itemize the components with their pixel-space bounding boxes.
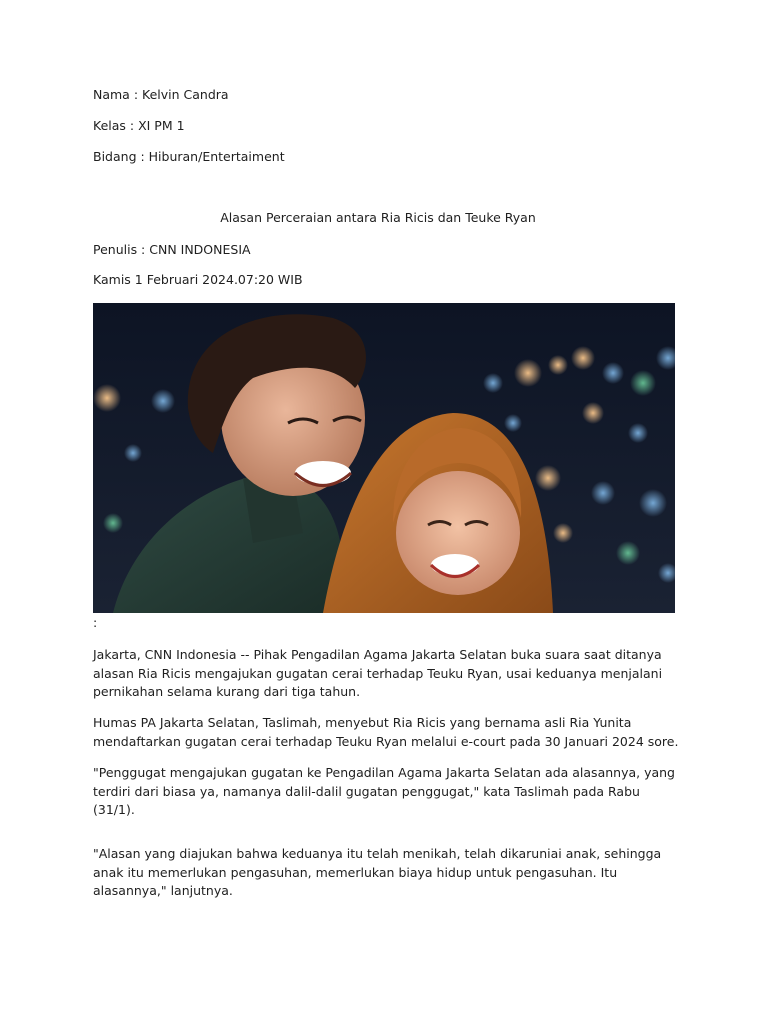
article-photo (93, 303, 675, 613)
paragraph-4: "Alasan yang diajukan bahwa keduanya itu telah menikah, telah dikaruniai anak, sehingga anak itu memerlukan pengasuhan, memerlukan biaya hidup untuk pengasuhan. Itu alasannya," lanjutnya. (93, 846, 662, 898)
article-date: Kamis 1 Februari 2024.07:20 WIB (93, 272, 303, 287)
student-name: Nama : Kelvin Candra (93, 87, 229, 102)
paragraph-1: Jakarta, CNN Indonesia -- Pihak Pengadilan Agama Jakarta Selatan buka suara saat ditanya alasan Ria Ricis mengajukan gugatan cerai terhadap Teuku Ryan, usai keduanya menjalani pernikahan selama kurang dari tiga tahun. (93, 647, 663, 699)
article-title: Alasan Perceraian antara Ria Ricis dan Teuke Ryan (220, 210, 536, 225)
student-class: Kelas : XI PM 1 (93, 118, 185, 133)
article-author: Penulis : CNN INDONESIA (93, 242, 251, 257)
student-field: Bidang : Hiburan/Entertaiment (93, 149, 285, 164)
paragraph-3: "Penggugat mengajukan gugatan ke Pengadilan Agama Jakarta Selatan ada alasannya, yang terdiri dari biasa ya, namanya dalil-dalil gugatan penggugat," kata Taslimah pada Rabu (31/1). (93, 765, 675, 817)
paragraph-2: Humas PA Jakarta Selatan, Taslimah, menyebut Ria Ricis yang bernama asli Ria Yunita mendaftarkan gugatan cerai terhadap Teuku Ryan melalui e-court pada 30 Januari 2024 sore. (93, 715, 679, 749)
photo-caption: : (93, 615, 98, 630)
